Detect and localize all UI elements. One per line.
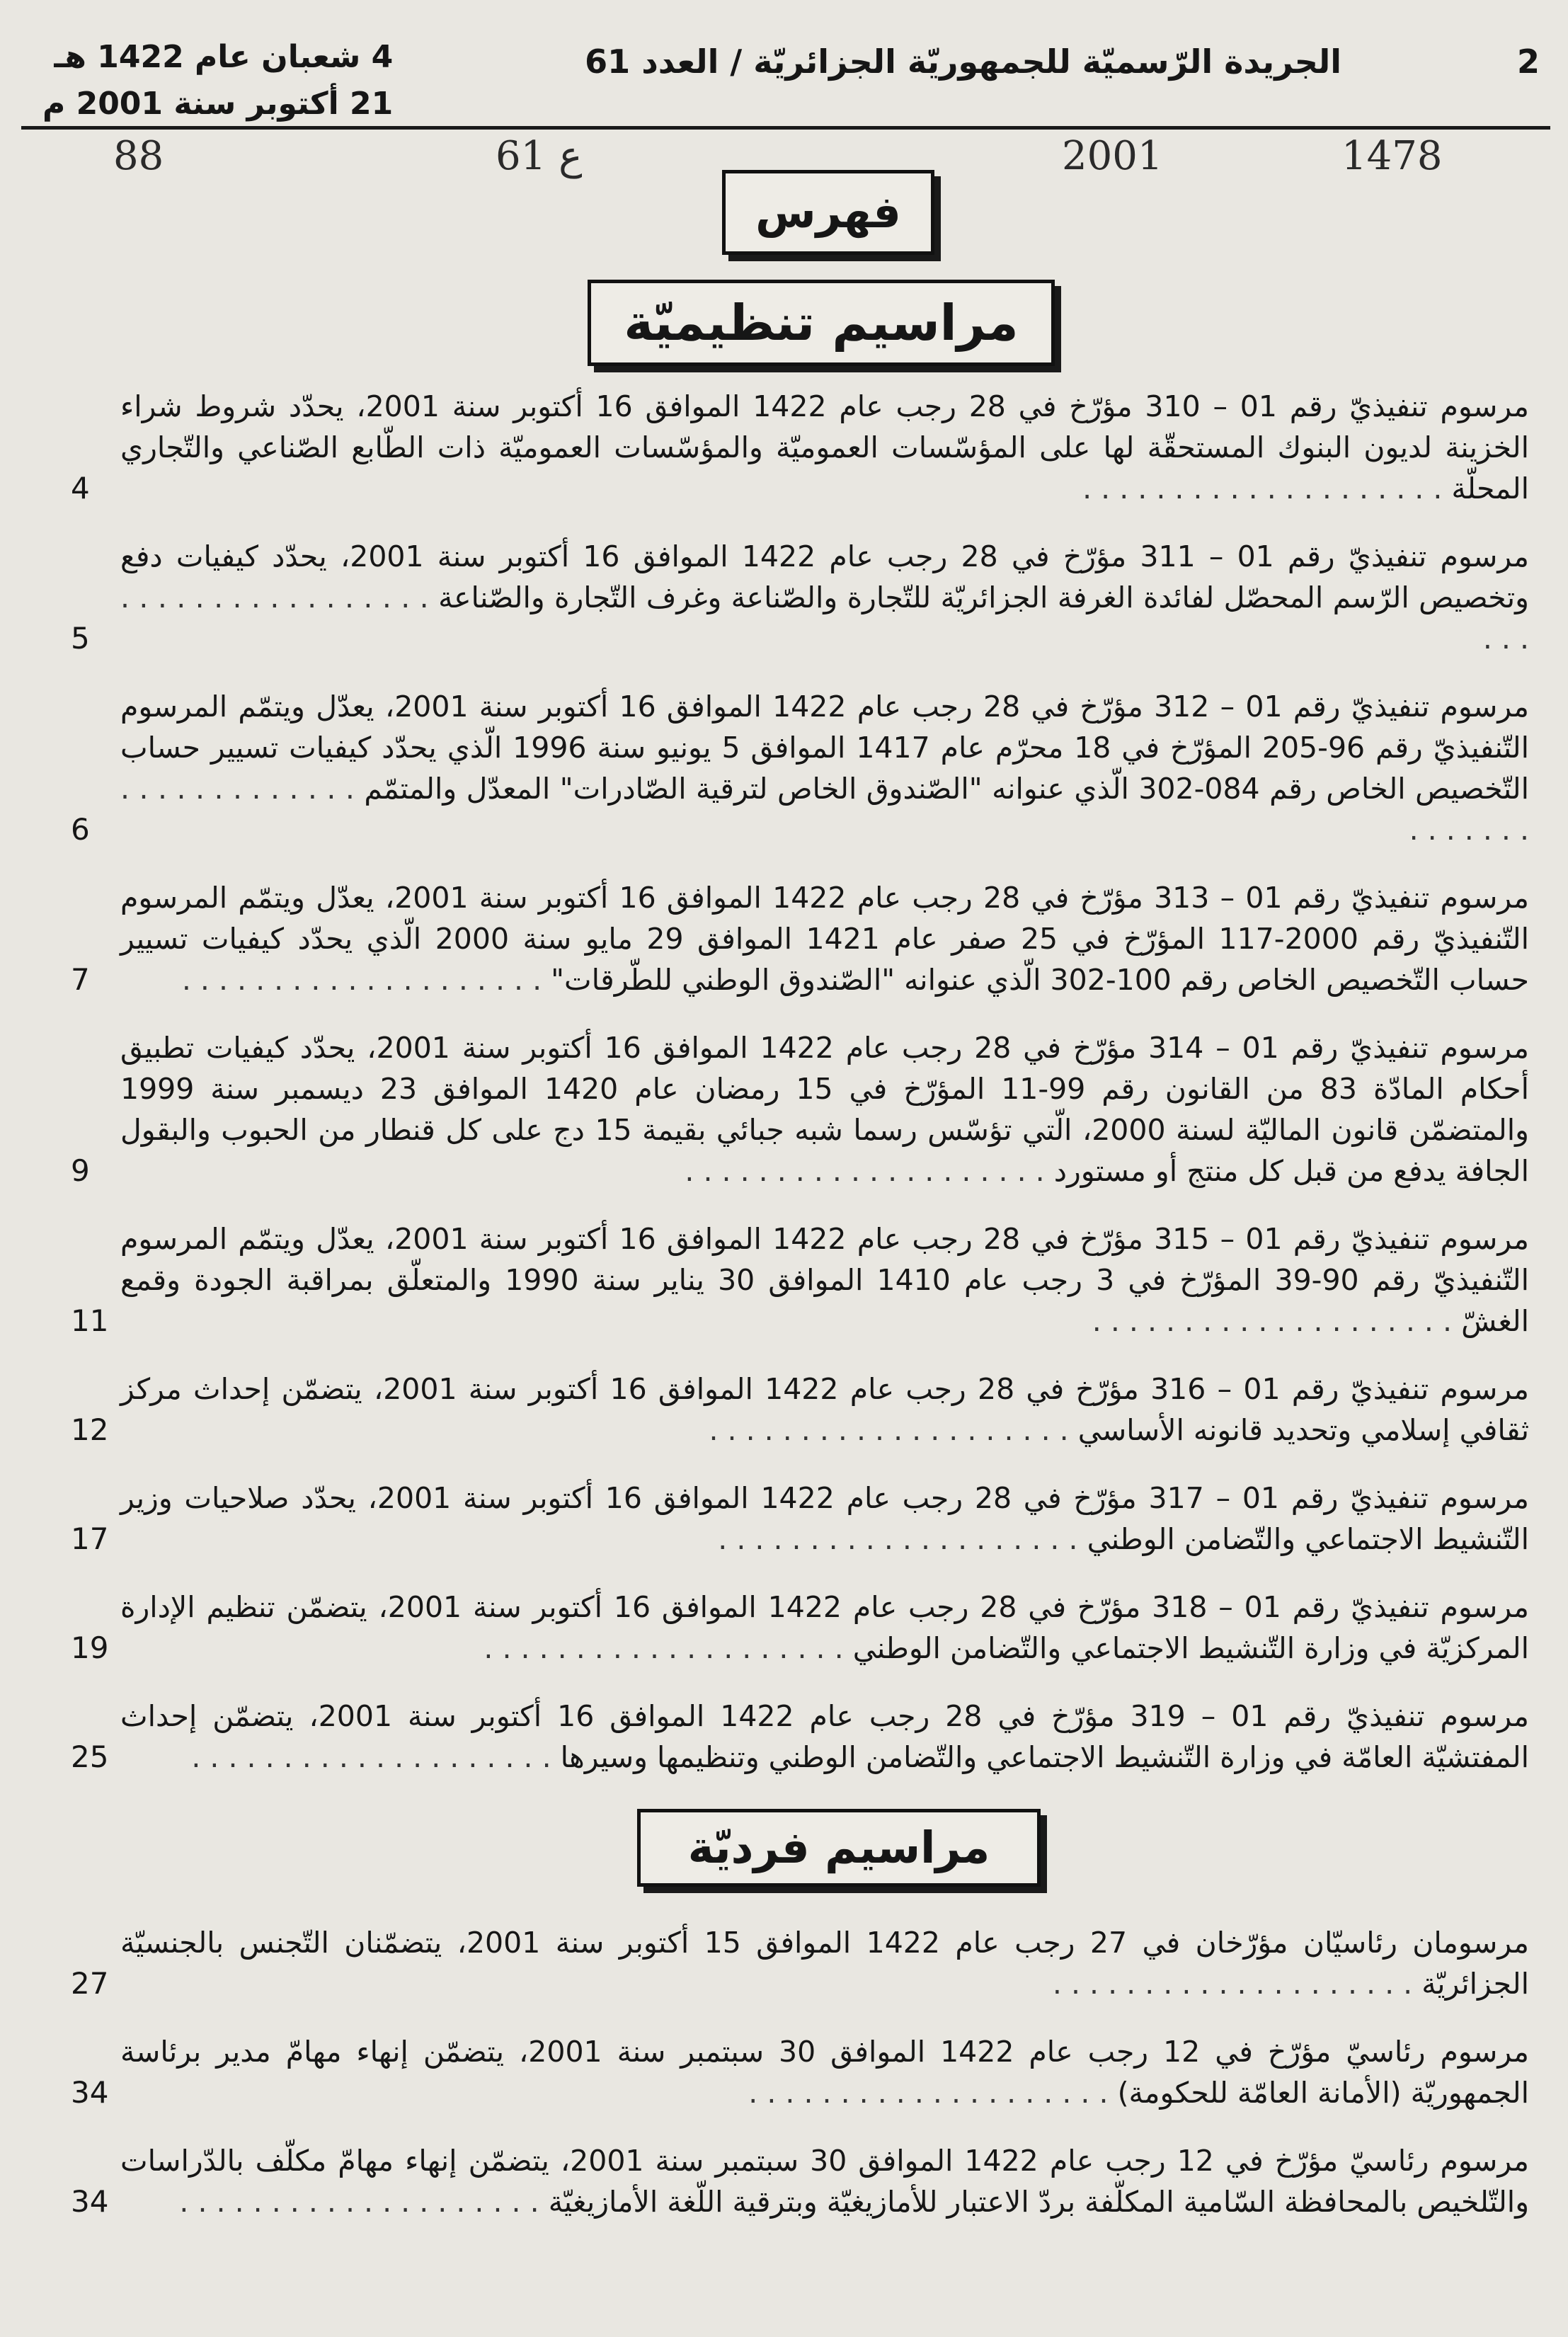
- entry-text: مرسوم رئاسيّ مؤرّخ في 12 رجب عام 1422 الموافق 30 سبتمبر سنة 2001، يتضمّن إنهاء مهامّ مكلّف بالدّراسات والتّلخيص بالمحافظة السّامية المكلّفة بردّ الاعتبار للأمازيغيّة وبترقية اللّغة الأمازيغيّة . . .: [120, 2140, 1529, 2222]
- section-title-individual-decrees: مراسيم فرديّة: [637, 1809, 1041, 1887]
- entry-text: مرسوم تنفيذيّ رقم 01 – 314 مؤرّخ في 28 رجب عام 1422 الموافق 16 أكتوبر سنة 2001، يحدّد كيفيات تطبيق أحكام المادّة 83 من القانون رقم 99-11 المؤرّخ في 15 رمضان عام 1420 الموافق 23 ديسمبر سنة 1999 والمتضمّن قانون الماليّة لسنة 2000، الّتي تؤسّس رسما شبه جبائي بقيمة 15 دج على كل قنطار من الحبوب والبقول الجافة يدفع من قبل كل منتج أو مستورد . . .: [120, 1027, 1529, 1192]
- handwritten-note: 88: [113, 133, 164, 179]
- entry-text: مرسومان رئاسيّان مؤرّخان في 27 رجب عام 1422 الموافق 15 أكتوبر سنة 2001، يتضمّنان التّجنس بالجنسيّة الجزائريّة . . .: [120, 1922, 1529, 2004]
- entry-page: 5: [71, 621, 90, 656]
- entry-page: 7: [71, 962, 90, 997]
- list-item: [71, 1218, 1529, 1342]
- entry-text: مرسوم تنفيذيّ رقم 01 – 319 مؤرّخ في 28 رجب عام 1422 الموافق 16 أكتوبر سنة 2001، يتضمّن إحداث المفتشيّة العامّة في وزارة التّنشيط الاجتماعي والتّضامن الوطني وتنظيمها وسيرها . . .: [120, 1696, 1529, 1778]
- page-header: [0, 28, 1568, 135]
- list-item: [71, 1027, 1529, 1192]
- entry-text: مرسوم رئاسيّ مؤرّخ في 12 رجب عام 1422 الموافق 30 سبتمبر سنة 2001، يتضمّن إنهاء مهامّ مدير برئاسة الجمهوريّة (الأمانة العامّة للحكومة) . . .: [120, 2031, 1529, 2113]
- entry-page: 34: [71, 2184, 109, 2219]
- entry-text: مرسوم تنفيذيّ رقم 01 – 315 مؤرّخ في 28 رجب عام 1422 الموافق 16 أكتوبر سنة 2001، يعدّل ويتمّم المرسوم التّنفيذيّ رقم 90-39 المؤرّخ في 3 رجب عام 1410 الموافق 30 يناير سنة 1990 والمتعلّق بمراقبة الجودة وقمع الغشّ . . .: [120, 1218, 1529, 1342]
- header-rule: [21, 126, 1550, 130]
- issue-date: [42, 34, 393, 127]
- entry-text: مرسوم تنفيذيّ رقم 01 – 313 مؤرّخ في 28 رجب عام 1422 الموافق 16 أكتوبر سنة 2001، يعدّل ويتمّم المرسوم التّنفيذيّ رقم 2000-117 المؤرّخ في 25 صفر عام 1421 الموافق 29 مايو سنة 2000 الّذي يحدّد كيفيات تسيير حساب التّخصيص الخاص رقم 100-302 الّذي عنوانه "الصّندوق الوطني للطّرقات" . . .: [120, 877, 1529, 1000]
- list-item: [71, 536, 1529, 659]
- handwritten-note: 61 ع: [496, 133, 583, 179]
- entry-page: 6: [71, 812, 90, 847]
- list-item: [71, 2031, 1529, 2113]
- entry-page: 4: [71, 471, 90, 505]
- entry-text: مرسوم تنفيذيّ رقم 01 – 318 مؤرّخ في 28 رجب عام 1422 الموافق 16 أكتوبر سنة 2001، يتضمّن تنظيم الإدارة المركزيّة في وزارة التّنشيط الاجتماعي والتّضامن الوطني . . .: [120, 1587, 1529, 1669]
- list-item: [71, 2140, 1529, 2222]
- entry-text: مرسوم تنفيذيّ رقم 01 – 317 مؤرّخ في 28 رجب عام 1422 الموافق 16 أكتوبر سنة 2001، يحدّد صلاحيات وزير التّنشيط الاجتماعي والتّضامن الوطني . . .: [120, 1478, 1529, 1560]
- gregorian-date: 21 أكتوبر سنة 2001 م: [42, 86, 394, 122]
- list-item: [71, 1696, 1529, 1778]
- entry-page: 9: [71, 1153, 90, 1188]
- contents-title: فهرس: [722, 170, 934, 255]
- individual-decrees-list: [71, 1922, 1529, 2249]
- entry-text: مرسوم تنفيذيّ رقم 01 – 312 مؤرّخ في 28 رجب عام 1422 الموافق 16 أكتوبر سنة 2001، يعدّل ويتمّم المرسوم التّنفيذيّ رقم 96-205 المؤرّخ في 18 محرّم عام 1417 الموافق 5 يونيو سنة 1996 الّذي يحدّد كيفيات تسيير حساب التّخصيص الخاص رقم 084-302 الّذي عنوانه "الصّندوق الخاص لترقية الصّادرات" المعدّل والمتمّم . . .: [120, 686, 1529, 850]
- handwritten-note: 1478: [1341, 133, 1443, 179]
- gazette-title: الجريدة الرّسميّة للجمهوريّة الجزائريّة / العدد 61: [585, 42, 1341, 81]
- hijri-date: 4 شعبان عام 1422 هـ: [54, 39, 394, 75]
- entry-page: 25: [71, 1739, 109, 1774]
- list-item: [71, 1587, 1529, 1669]
- handwritten-note: 2001: [1062, 133, 1163, 179]
- entry-page: 12: [71, 1412, 109, 1447]
- entry-page: 27: [71, 1966, 109, 2001]
- list-item: [71, 686, 1529, 850]
- entry-page: 19: [71, 1630, 109, 1665]
- list-item: [71, 1369, 1529, 1451]
- entry-page: 11: [71, 1303, 109, 1338]
- entry-text: مرسوم تنفيذيّ رقم 01 – 311 مؤرّخ في 28 رجب عام 1422 الموافق 16 أكتوبر سنة 2001، يحدّد كيفيات دفع وتخصيص الرّسم المحصّل لفائدة الغرفة الجزائريّة للتّجارة والصّناعة وغرف التّجارة والصّناعة . . .: [120, 536, 1529, 659]
- list-item: [71, 1922, 1529, 2004]
- list-item: [71, 386, 1529, 509]
- page-number: 2: [1516, 42, 1540, 81]
- entry-page: 17: [71, 1521, 109, 1556]
- list-item: [71, 877, 1529, 1000]
- entry-page: 34: [71, 2075, 109, 2110]
- entry-text: مرسوم تنفيذيّ رقم 01 – 316 مؤرّخ في 28 رجب عام 1422 الموافق 16 أكتوبر سنة 2001، يتضمّن إحداث مركز ثقافي إسلامي وتحديد قانونه الأساسي . . .: [120, 1369, 1529, 1451]
- entry-text: مرسوم تنفيذيّ رقم 01 – 310 مؤرّخ في 28 رجب عام 1422 الموافق 16 أكتوبر سنة 2001، يحدّد شروط شراء الخزينة لديون البنوك المستحقّة لها على المؤسّسات العموميّة والمؤسّسات العموميّة ذات الطّابع الصّناعي والتّجاري المحلّة . . .: [120, 386, 1529, 509]
- regulatory-decrees-list: [71, 386, 1529, 1805]
- list-item: [71, 1478, 1529, 1560]
- section-title-regulatory-decrees: مراسيم تنظيميّة: [588, 280, 1055, 366]
